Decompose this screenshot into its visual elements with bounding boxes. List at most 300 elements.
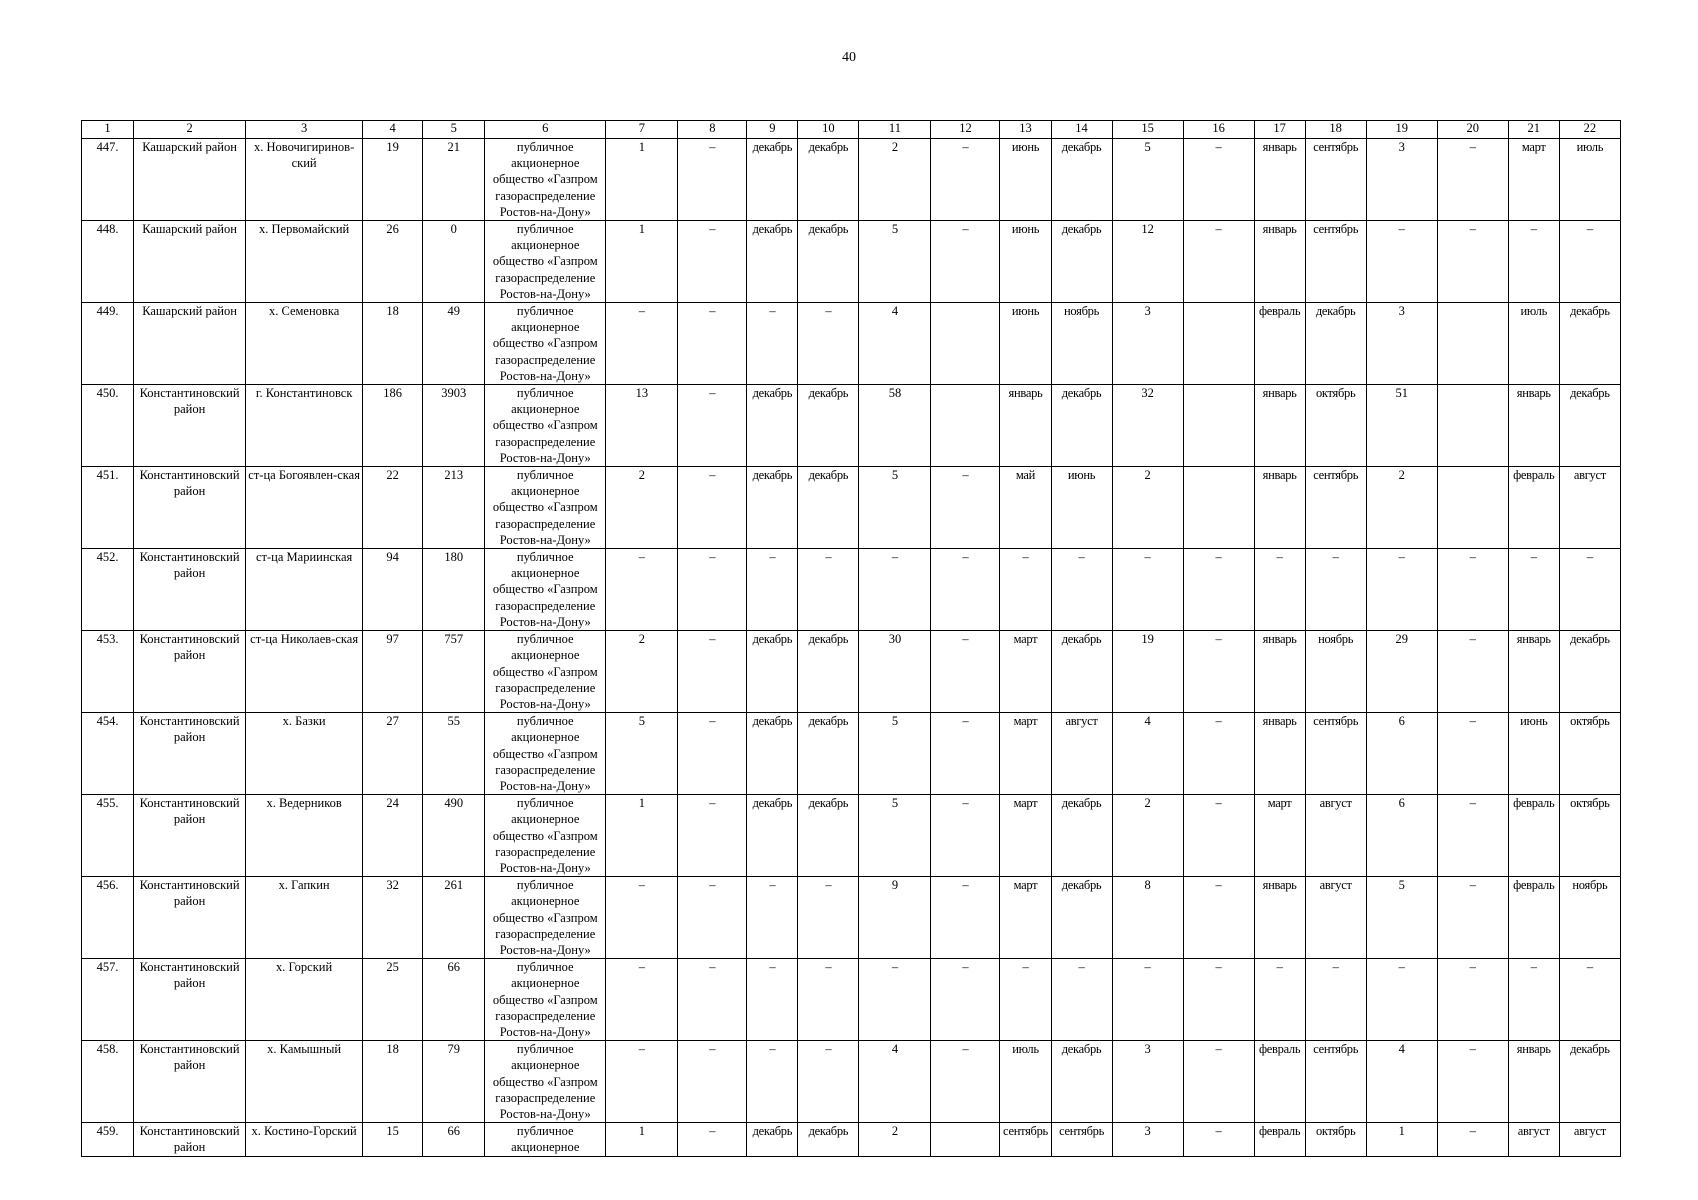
cell-col-10: декабрь [798, 385, 859, 467]
cell-col-7: – [606, 549, 678, 631]
cell-col-3: х. Базки [246, 713, 363, 795]
cell-col-10: декабрь [798, 631, 859, 713]
cell-col-10: декабрь [798, 713, 859, 795]
cell-col-3: х. Семеновка [246, 303, 363, 385]
cell-col-4: 22 [363, 467, 423, 549]
cell-col-7: 2 [606, 631, 678, 713]
cell-col-1: 453. [82, 631, 134, 713]
table-row [82, 877, 1621, 959]
cell-col-5: 3903 [423, 385, 485, 467]
cell-col-2: Константиновский район [134, 1123, 246, 1156]
column-number-15: 15 [1112, 121, 1183, 139]
cell-col-12: – [931, 139, 1000, 221]
cell-col-5: 180 [423, 549, 485, 631]
cell-col-18: сентябрь [1305, 1041, 1366, 1123]
cell-col-18: – [1305, 549, 1366, 631]
cell-col-8: – [678, 877, 747, 959]
cell-col-2: Константиновский район [134, 549, 246, 631]
cell-col-7: 2 [606, 467, 678, 549]
cell-col-14: ноябрь [1051, 303, 1112, 385]
table-row [82, 221, 1621, 303]
cell-col-16: – [1183, 713, 1254, 795]
cell-col-7: 1 [606, 139, 678, 221]
cell-col-3: ст-ца Мариинская [246, 549, 363, 631]
cell-col-22: декабрь [1559, 631, 1620, 713]
page-number: 40 [842, 50, 856, 65]
cell-col-21: январь [1508, 385, 1559, 467]
cell-col-16: – [1183, 1123, 1254, 1156]
cell-col-15: 2 [1112, 795, 1183, 877]
cell-col-14: декабрь [1051, 795, 1112, 877]
cell-col-4: 18 [363, 303, 423, 385]
column-number-17: 17 [1254, 121, 1305, 139]
cell-col-4: 186 [363, 385, 423, 467]
column-number-7: 7 [606, 121, 678, 139]
cell-col-10: декабрь [798, 1123, 859, 1156]
cell-col-8: – [678, 713, 747, 795]
cell-col-11: 5 [859, 713, 931, 795]
cell-col-22: ноябрь [1559, 877, 1620, 959]
table-row [82, 959, 1621, 1041]
cell-col-12: – [931, 221, 1000, 303]
cell-col-22: октябрь [1559, 795, 1620, 877]
cell-col-8: – [678, 795, 747, 877]
cell-col-3: ст-ца Богоявлен-ская [246, 467, 363, 549]
cell-col-19: 29 [1366, 631, 1437, 713]
cell-col-12: – [931, 877, 1000, 959]
cell-col-2: Константиновский район [134, 1041, 246, 1123]
cell-col-2: Константиновский район [134, 877, 246, 959]
cell-col-19: 5 [1366, 877, 1437, 959]
cell-col-20: – [1437, 713, 1508, 795]
table-row [82, 303, 1621, 385]
cell-col-19: 4 [1366, 1041, 1437, 1123]
column-number-12: 12 [931, 121, 1000, 139]
cell-col-15: 32 [1112, 385, 1183, 467]
cell-col-14: август [1051, 713, 1112, 795]
cell-col-19: – [1366, 221, 1437, 303]
cell-col-22: – [1559, 549, 1620, 631]
cell-col-12 [931, 1123, 1000, 1156]
cell-col-13: март [1000, 631, 1051, 713]
cell-col-16 [1183, 303, 1254, 385]
cell-col-21: март [1508, 139, 1559, 221]
cell-col-18: сентябрь [1305, 221, 1366, 303]
cell-col-9: декабрь [747, 385, 798, 467]
cell-col-15: 4 [1112, 713, 1183, 795]
cell-col-20: – [1437, 1123, 1508, 1156]
cell-col-19: 1 [1366, 1123, 1437, 1156]
column-number-1: 1 [82, 121, 134, 139]
cell-col-11: 4 [859, 1041, 931, 1123]
cell-col-9: – [747, 959, 798, 1041]
cell-col-11: 5 [859, 795, 931, 877]
cell-col-2: Кашарский район [134, 139, 246, 221]
cell-col-4: 15 [363, 1123, 423, 1156]
cell-col-3: х. Камышный [246, 1041, 363, 1123]
cell-col-3: х. Горский [246, 959, 363, 1041]
column-number-11: 11 [859, 121, 931, 139]
cell-col-18: ноябрь [1305, 631, 1366, 713]
cell-col-8: – [678, 139, 747, 221]
cell-col-16: – [1183, 877, 1254, 959]
cell-col-10: – [798, 877, 859, 959]
cell-col-4: 26 [363, 221, 423, 303]
cell-col-2: Кашарский район [134, 221, 246, 303]
cell-col-15: 12 [1112, 221, 1183, 303]
cell-col-20 [1437, 467, 1508, 549]
cell-col-9: декабрь [747, 467, 798, 549]
cell-col-16 [1183, 467, 1254, 549]
cell-col-6: публичное акционерное общество «Газпром газораспределение Ростов-на-Дону» [485, 795, 606, 877]
cell-col-1: 451. [82, 467, 134, 549]
cell-col-21: февраль [1508, 877, 1559, 959]
cell-col-11: 58 [859, 385, 931, 467]
cell-col-17: февраль [1254, 303, 1305, 385]
table-row [82, 631, 1621, 713]
cell-col-18: сентябрь [1305, 713, 1366, 795]
column-number-5: 5 [423, 121, 485, 139]
cell-col-19: 3 [1366, 303, 1437, 385]
cell-col-12: – [931, 631, 1000, 713]
cell-col-2: Константиновский район [134, 467, 246, 549]
cell-col-21: февраль [1508, 467, 1559, 549]
cell-col-12: – [931, 795, 1000, 877]
cell-col-14: декабрь [1051, 139, 1112, 221]
cell-col-22: декабрь [1559, 1041, 1620, 1123]
column-number-9: 9 [747, 121, 798, 139]
cell-col-8: – [678, 385, 747, 467]
cell-col-19: 6 [1366, 795, 1437, 877]
cell-col-9: – [747, 303, 798, 385]
cell-col-17: январь [1254, 221, 1305, 303]
table-body [82, 139, 1621, 1157]
cell-col-18: – [1305, 959, 1366, 1041]
cell-col-14: сентябрь [1051, 1123, 1112, 1156]
cell-col-19: 3 [1366, 139, 1437, 221]
cell-col-1: 455. [82, 795, 134, 877]
cell-col-2: Кашарский район [134, 303, 246, 385]
cell-col-22: декабрь [1559, 385, 1620, 467]
cell-col-22: – [1559, 221, 1620, 303]
cell-col-22: август [1559, 467, 1620, 549]
cell-col-3: х. Гапкин [246, 877, 363, 959]
cell-col-21: – [1508, 221, 1559, 303]
cell-col-17: январь [1254, 713, 1305, 795]
cell-col-8: – [678, 1123, 747, 1156]
cell-col-10: – [798, 549, 859, 631]
cell-col-5: 213 [423, 467, 485, 549]
cell-col-11: 30 [859, 631, 931, 713]
cell-col-15: – [1112, 959, 1183, 1041]
cell-col-11: 5 [859, 467, 931, 549]
schedule-table [81, 120, 1621, 1157]
cell-col-17: январь [1254, 139, 1305, 221]
cell-col-14: декабрь [1051, 221, 1112, 303]
cell-col-16: – [1183, 795, 1254, 877]
cell-col-6: публичное акционерное общество «Газпром газораспределение Ростов-на-Дону» [485, 713, 606, 795]
cell-col-21: февраль [1508, 795, 1559, 877]
cell-col-18: октябрь [1305, 385, 1366, 467]
cell-col-5: 490 [423, 795, 485, 877]
column-number-18: 18 [1305, 121, 1366, 139]
cell-col-7: 1 [606, 795, 678, 877]
cell-col-19: 6 [1366, 713, 1437, 795]
cell-col-5: 79 [423, 1041, 485, 1123]
cell-col-17: февраль [1254, 1041, 1305, 1123]
cell-col-22: октябрь [1559, 713, 1620, 795]
table-row [82, 139, 1621, 221]
cell-col-21: – [1508, 549, 1559, 631]
cell-col-9: – [747, 1041, 798, 1123]
cell-col-3: ст-ца Николаев-ская [246, 631, 363, 713]
cell-col-11: 2 [859, 139, 931, 221]
cell-col-1: 457. [82, 959, 134, 1041]
cell-col-22: – [1559, 959, 1620, 1041]
cell-col-8: – [678, 959, 747, 1041]
cell-col-7: 5 [606, 713, 678, 795]
cell-col-10: – [798, 959, 859, 1041]
cell-col-6: публичное акционерное общество «Газпром газораспределение Ростов-на-Дону» [485, 549, 606, 631]
cell-col-2: Константиновский район [134, 385, 246, 467]
cell-col-6: публичное акционерное общество «Газпром газораспределение Ростов-на-Дону» [485, 221, 606, 303]
cell-col-9: декабрь [747, 631, 798, 713]
column-number-16: 16 [1183, 121, 1254, 139]
column-number-20: 20 [1437, 121, 1508, 139]
table-row [82, 385, 1621, 467]
cell-col-6: публичное акционерное общество «Газпром газораспределение Ростов-на-Дону» [485, 139, 606, 221]
cell-col-6: публичное акционерное общество «Газпром газораспределение Ростов-на-Дону» [485, 959, 606, 1041]
cell-col-17: – [1254, 549, 1305, 631]
cell-col-9: декабрь [747, 1123, 798, 1156]
cell-col-2: Константиновский район [134, 795, 246, 877]
cell-col-5: 757 [423, 631, 485, 713]
cell-col-3: х. Новочигиринов-ский [246, 139, 363, 221]
cell-col-13: март [1000, 795, 1051, 877]
cell-col-7: 13 [606, 385, 678, 467]
cell-col-9: декабрь [747, 795, 798, 877]
column-number-6: 6 [485, 121, 606, 139]
cell-col-10: – [798, 303, 859, 385]
cell-col-14: декабрь [1051, 877, 1112, 959]
cell-col-15: – [1112, 549, 1183, 631]
cell-col-18: декабрь [1305, 303, 1366, 385]
cell-col-14: декабрь [1051, 631, 1112, 713]
cell-col-7: 1 [606, 1123, 678, 1156]
column-number-21: 21 [1508, 121, 1559, 139]
column-number-10: 10 [798, 121, 859, 139]
cell-col-2: Константиновский район [134, 631, 246, 713]
cell-col-22: декабрь [1559, 303, 1620, 385]
cell-col-13: сентябрь [1000, 1123, 1051, 1156]
cell-col-4: 24 [363, 795, 423, 877]
cell-col-5: 66 [423, 959, 485, 1041]
cell-col-5: 21 [423, 139, 485, 221]
cell-col-15: 2 [1112, 467, 1183, 549]
cell-col-19: – [1366, 959, 1437, 1041]
column-number-14: 14 [1051, 121, 1112, 139]
cell-col-4: 18 [363, 1041, 423, 1123]
cell-col-6: публичное акционерное общество «Газпром газораспределение Ростов-на-Дону» [485, 631, 606, 713]
cell-col-13: июнь [1000, 303, 1051, 385]
cell-col-11: 4 [859, 303, 931, 385]
cell-col-7: 1 [606, 221, 678, 303]
cell-col-13: июль [1000, 1041, 1051, 1123]
cell-col-16: – [1183, 139, 1254, 221]
cell-col-21: июнь [1508, 713, 1559, 795]
cell-col-21: январь [1508, 631, 1559, 713]
cell-col-15: 8 [1112, 877, 1183, 959]
cell-col-19: – [1366, 549, 1437, 631]
cell-col-13: июнь [1000, 221, 1051, 303]
table-row [82, 549, 1621, 631]
cell-col-17: март [1254, 795, 1305, 877]
table-row [82, 713, 1621, 795]
column-number-19: 19 [1366, 121, 1437, 139]
cell-col-10: декабрь [798, 795, 859, 877]
cell-col-11: 2 [859, 1123, 931, 1156]
cell-col-20: – [1437, 221, 1508, 303]
cell-col-4: 94 [363, 549, 423, 631]
cell-col-4: 32 [363, 877, 423, 959]
cell-col-13: – [1000, 959, 1051, 1041]
cell-col-17: январь [1254, 631, 1305, 713]
cell-col-3: г. Константиновск [246, 385, 363, 467]
cell-col-1: 459. [82, 1123, 134, 1156]
cell-col-16: – [1183, 959, 1254, 1041]
column-number-13: 13 [1000, 121, 1051, 139]
cell-col-9: декабрь [747, 221, 798, 303]
cell-col-18: август [1305, 877, 1366, 959]
cell-col-7: – [606, 959, 678, 1041]
cell-col-11: – [859, 959, 931, 1041]
cell-col-16: – [1183, 221, 1254, 303]
column-number-row [82, 121, 1621, 139]
column-number-8: 8 [678, 121, 747, 139]
cell-col-5: 0 [423, 221, 485, 303]
table-row [82, 1041, 1621, 1123]
cell-col-1: 454. [82, 713, 134, 795]
cell-col-12 [931, 303, 1000, 385]
cell-col-12 [931, 385, 1000, 467]
cell-col-20: – [1437, 795, 1508, 877]
cell-col-13: март [1000, 877, 1051, 959]
cell-col-12: – [931, 467, 1000, 549]
cell-col-20: – [1437, 1041, 1508, 1123]
table-row [82, 1123, 1621, 1156]
cell-col-9: – [747, 877, 798, 959]
cell-col-21: август [1508, 1123, 1559, 1156]
cell-col-6: публичное акционерное общество «Газпром газораспределение Ростов-на-Дону» [485, 303, 606, 385]
cell-col-17: январь [1254, 877, 1305, 959]
cell-col-4: 19 [363, 139, 423, 221]
column-number-22: 22 [1559, 121, 1620, 139]
cell-col-6: публичное акционерное общество «Газпром газораспределение Ростов-на-Дону» [485, 1041, 606, 1123]
cell-col-20: – [1437, 877, 1508, 959]
table-row [82, 467, 1621, 549]
cell-col-16: – [1183, 1041, 1254, 1123]
cell-col-6: публичное акционерное общество «Газпром газораспределение Ростов-на-Дону» [485, 385, 606, 467]
cell-col-11: 9 [859, 877, 931, 959]
cell-col-22: июль [1559, 139, 1620, 221]
cell-col-11: – [859, 549, 931, 631]
cell-col-15: 3 [1112, 1041, 1183, 1123]
cell-col-16 [1183, 385, 1254, 467]
cell-col-21: – [1508, 959, 1559, 1041]
cell-col-1: 447. [82, 139, 134, 221]
cell-col-12: – [931, 959, 1000, 1041]
cell-col-1: 450. [82, 385, 134, 467]
cell-col-16: – [1183, 549, 1254, 631]
cell-col-4: 25 [363, 959, 423, 1041]
cell-col-10: декабрь [798, 221, 859, 303]
cell-col-8: – [678, 467, 747, 549]
cell-col-5: 49 [423, 303, 485, 385]
cell-col-8: – [678, 549, 747, 631]
cell-col-8: – [678, 631, 747, 713]
table-row [82, 795, 1621, 877]
cell-col-1: 458. [82, 1041, 134, 1123]
cell-col-6: публичное акционерное [485, 1123, 606, 1156]
cell-col-20: – [1437, 549, 1508, 631]
cell-col-7: – [606, 303, 678, 385]
cell-col-9: декабрь [747, 139, 798, 221]
cell-col-13: май [1000, 467, 1051, 549]
cell-col-15: 19 [1112, 631, 1183, 713]
cell-col-21: январь [1508, 1041, 1559, 1123]
cell-col-17: февраль [1254, 1123, 1305, 1156]
cell-col-15: 3 [1112, 1123, 1183, 1156]
cell-col-18: сентябрь [1305, 467, 1366, 549]
cell-col-20 [1437, 303, 1508, 385]
column-number-4: 4 [363, 121, 423, 139]
cell-col-20: – [1437, 139, 1508, 221]
cell-col-8: – [678, 303, 747, 385]
cell-col-14: – [1051, 549, 1112, 631]
cell-col-19: 2 [1366, 467, 1437, 549]
cell-col-9: декабрь [747, 713, 798, 795]
cell-col-21: июль [1508, 303, 1559, 385]
cell-col-10: декабрь [798, 467, 859, 549]
cell-col-9: – [747, 549, 798, 631]
cell-col-14: декабрь [1051, 1041, 1112, 1123]
cell-col-6: публичное акционерное общество «Газпром газораспределение Ростов-на-Дону» [485, 877, 606, 959]
cell-col-15: 3 [1112, 303, 1183, 385]
cell-col-3: х. Ведерников [246, 795, 363, 877]
cell-col-15: 5 [1112, 139, 1183, 221]
cell-col-11: 5 [859, 221, 931, 303]
cell-col-5: 55 [423, 713, 485, 795]
cell-col-1: 449. [82, 303, 134, 385]
cell-col-8: – [678, 1041, 747, 1123]
cell-col-2: Константиновский район [134, 713, 246, 795]
cell-col-19: 51 [1366, 385, 1437, 467]
cell-col-14: – [1051, 959, 1112, 1041]
cell-col-13: январь [1000, 385, 1051, 467]
cell-col-1: 456. [82, 877, 134, 959]
cell-col-4: 27 [363, 713, 423, 795]
cell-col-12: – [931, 549, 1000, 631]
cell-col-16: – [1183, 631, 1254, 713]
cell-col-22: август [1559, 1123, 1620, 1156]
cell-col-20: – [1437, 959, 1508, 1041]
cell-col-8: – [678, 221, 747, 303]
cell-col-5: 66 [423, 1123, 485, 1156]
cell-col-5: 261 [423, 877, 485, 959]
cell-col-12: – [931, 1041, 1000, 1123]
cell-col-13: март [1000, 713, 1051, 795]
cell-col-3: х. Первомайский [246, 221, 363, 303]
